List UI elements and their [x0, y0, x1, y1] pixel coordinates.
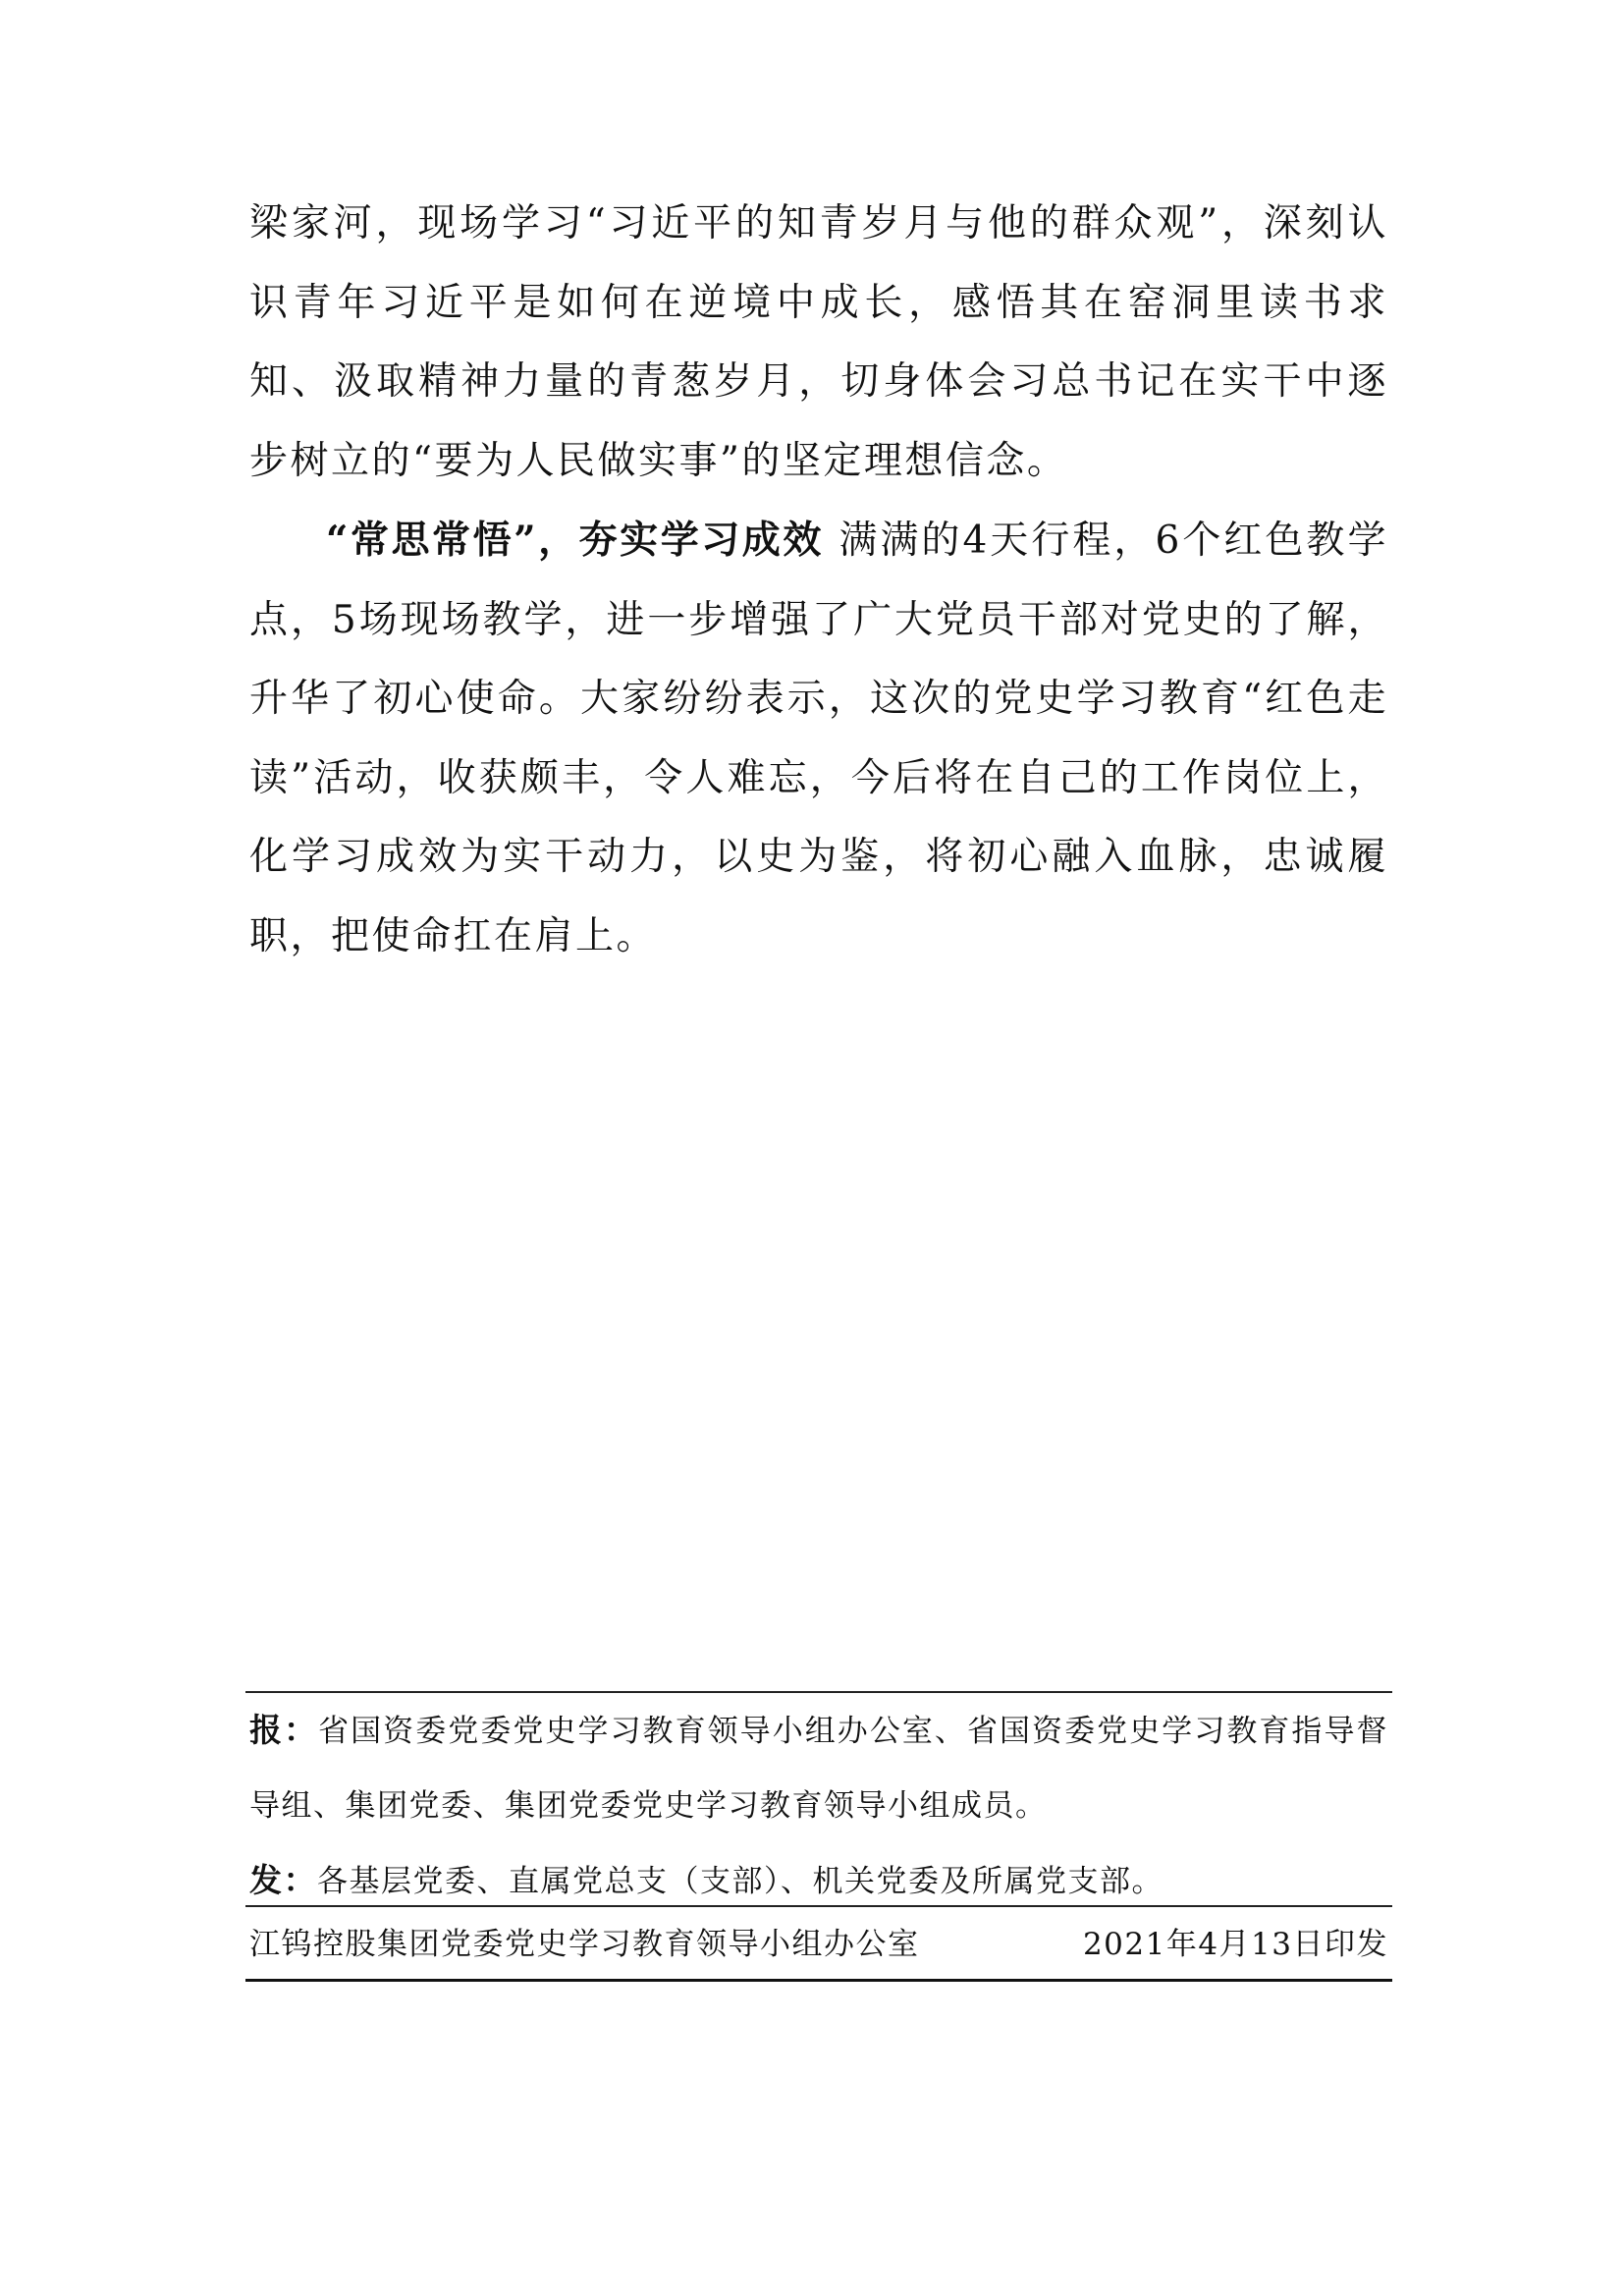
footer-middle-rule	[245, 1905, 1392, 1907]
send-label: 发：	[249, 1861, 317, 1899]
report-label: 报：	[249, 1711, 319, 1749]
issuer: 江钨控股集团党委党史学习教育领导小组办公室	[249, 1927, 920, 1962]
paragraph-1: 梁家河，现场学习“习近平的知青岁月与他的群众观”，深刻认识青年习近平是如何在逆境中成长，感悟其在窑洞里读书求知、汲取精神力量的青葱岁月，切身体会习总书记在实干中逐步树立的“要为人民做实事”的坚定理想信念。	[249, 201, 1388, 483]
paragraph-2	[249, 501, 1388, 976]
issue-date: 2021年4月13日印发	[1082, 1927, 1388, 1962]
distribution-block	[249, 1693, 1388, 1919]
report-line	[249, 1693, 1388, 1843]
send-text: 各基层党委、直属党总支（支部）、机关党委及所属党支部。	[317, 1864, 1163, 1899]
send-line	[249, 1843, 1388, 1919]
footer-bottom-rule	[245, 1979, 1392, 1982]
paragraph-2-text: 满满的4天行程，6个红色教学点，5场现场教学，进一步增强了广大党员干部对党史的了解，升华了初心使命。大家纷纷表示，这次的党史学习教育“红色走读”活动，收获颇丰，令人难忘，今后将在自己的工作岗位上，化学习成效为实干动力，以史为鉴，将初心融入血脉，忠诚履职，把使命扛在肩上。	[249, 519, 1388, 958]
report-text: 省国资委党委党史学习教育领导小组办公室、省国资委党史学习教育指导督导组、集团党委、集团党委党史学习教育领导小组成员。	[249, 1714, 1389, 1824]
body-text	[249, 185, 1388, 976]
issue-line	[249, 1917, 1388, 1972]
paragraph-2-heading: “常思常悟”，夯实学习成效	[326, 518, 824, 563]
